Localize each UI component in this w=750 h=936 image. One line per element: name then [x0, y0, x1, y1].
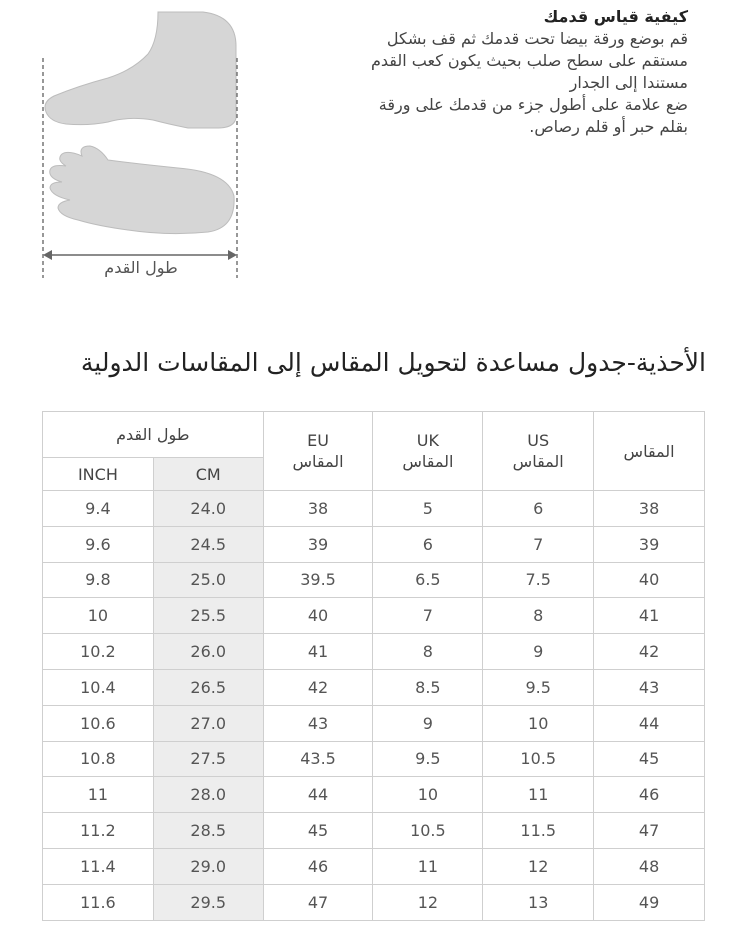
size-cell: 43	[594, 669, 705, 705]
us-cell: 9.5	[483, 669, 594, 705]
table-row	[43, 848, 705, 884]
cm-cell: 29.0	[153, 848, 263, 884]
inch-cell: 9.8	[43, 562, 154, 598]
eu-cell: 43	[263, 705, 373, 741]
cm-cell: 24.0	[153, 491, 263, 527]
cm-cell: 26.5	[153, 669, 263, 705]
uk-cell: 9	[373, 705, 483, 741]
foot-side-view-icon	[45, 12, 236, 128]
cm-cell: 29.5	[153, 884, 263, 920]
size-cell: 45	[594, 741, 705, 777]
size-chart-title: الأحذية-جدول مساعدة لتحويل المقاس إلى المقاسات الدولية	[80, 348, 706, 377]
size-cell: 47	[594, 813, 705, 849]
uk-cell: 8.5	[373, 669, 483, 705]
us-cell: 10.5	[483, 741, 594, 777]
size-cell: 40	[594, 562, 705, 598]
size-cell: 38	[594, 491, 705, 527]
us-cell: 10	[483, 705, 594, 741]
inch-cell: 11.2	[43, 813, 154, 849]
table-row	[43, 669, 705, 705]
instruction-line: بقلم حبر أو قلم رصاص.	[529, 117, 688, 136]
eu-cell: 47	[263, 884, 373, 920]
eu-cell: 39.5	[263, 562, 373, 598]
uk-cell: 8	[373, 634, 483, 670]
us-cell: 12	[483, 848, 594, 884]
table-row	[43, 491, 705, 527]
table-row	[43, 813, 705, 849]
uk-cell: 6.5	[373, 562, 483, 598]
us-cell: 11.5	[483, 813, 594, 849]
table-row	[43, 777, 705, 813]
cm-cell: 25.0	[153, 562, 263, 598]
uk-cell: 9.5	[373, 741, 483, 777]
us-cell: 6	[483, 491, 594, 527]
size-conversion-table	[42, 411, 705, 921]
table-row	[43, 741, 705, 777]
eu-cell: 41	[263, 634, 373, 670]
eu-cell: 44	[263, 777, 373, 813]
eu-cell: 43.5	[263, 741, 373, 777]
us-cell: 9	[483, 634, 594, 670]
inch-cell: 11.4	[43, 848, 154, 884]
foot-length-label: طول القدم	[104, 258, 178, 277]
uk-size-header	[373, 412, 483, 491]
size-header: المقاس	[594, 412, 705, 491]
inch-cell: 11	[43, 777, 154, 813]
foot-top-view-icon	[50, 146, 234, 234]
size-cell: 49	[594, 884, 705, 920]
table-row	[43, 884, 705, 920]
inch-cell: 10.6	[43, 705, 154, 741]
size-cell: 44	[594, 705, 705, 741]
size-table-body	[43, 491, 705, 921]
inch-header: INCH	[43, 458, 154, 491]
table-row	[43, 526, 705, 562]
uk-cell: 10.5	[373, 813, 483, 849]
instruction-line: قم بوضع ورقة بيضا تحت قدمك ثم قف بشكل	[386, 29, 688, 48]
us-cell: 11	[483, 777, 594, 813]
eu-code: EU	[307, 431, 329, 450]
measure-instructions	[288, 6, 688, 138]
uk-cell: 10	[373, 777, 483, 813]
cm-cell: 28.5	[153, 813, 263, 849]
eu-cell: 40	[263, 598, 373, 634]
us-cell: 7	[483, 526, 594, 562]
instruction-line: ضع علامة على أطول جزء من قدمك على ورقة	[378, 95, 688, 114]
us-size-header	[483, 412, 594, 491]
eu-cell: 38	[263, 491, 373, 527]
size-cell: 39	[594, 526, 705, 562]
cm-cell: 27.5	[153, 741, 263, 777]
foot-measure-illustration	[38, 6, 248, 286]
foot-length-header: طول القدم	[43, 412, 264, 458]
eu-size-word: المقاس	[292, 452, 344, 471]
us-cell: 7.5	[483, 562, 594, 598]
cm-cell: 24.5	[153, 526, 263, 562]
eu-cell: 39	[263, 526, 373, 562]
inch-cell: 10	[43, 598, 154, 634]
inch-cell: 9.4	[43, 491, 154, 527]
us-cell: 13	[483, 884, 594, 920]
instructions-title: كيفية قياس قدمك	[543, 7, 688, 26]
inch-cell: 11.6	[43, 884, 154, 920]
uk-size-word: المقاس	[402, 452, 454, 471]
inch-cell: 10.4	[43, 669, 154, 705]
us-size-word: المقاس	[512, 452, 564, 471]
size-cell: 42	[594, 634, 705, 670]
us-code: US	[527, 431, 550, 450]
table-row	[43, 562, 705, 598]
uk-cell: 6	[373, 526, 483, 562]
eu-cell: 45	[263, 813, 373, 849]
eu-cell: 46	[263, 848, 373, 884]
table-row	[43, 705, 705, 741]
us-cell: 8	[483, 598, 594, 634]
eu-size-header	[263, 412, 373, 491]
size-cell: 41	[594, 598, 705, 634]
size-cell: 46	[594, 777, 705, 813]
cm-cell: 27.0	[153, 705, 263, 741]
uk-code: UK	[416, 431, 439, 450]
cm-cell: 26.0	[153, 634, 263, 670]
cm-cell: 25.5	[153, 598, 263, 634]
table-row	[43, 598, 705, 634]
uk-cell: 12	[373, 884, 483, 920]
instruction-line: مستندا إلى الجدار	[569, 73, 688, 92]
inch-cell: 9.6	[43, 526, 154, 562]
size-cell: 48	[594, 848, 705, 884]
inch-cell: 10.8	[43, 741, 154, 777]
instruction-line: مستقم على سطح صلب بحيث يكون كعب القدم	[370, 51, 688, 70]
cm-cell: 28.0	[153, 777, 263, 813]
table-row	[43, 634, 705, 670]
eu-cell: 42	[263, 669, 373, 705]
uk-cell: 7	[373, 598, 483, 634]
uk-cell: 11	[373, 848, 483, 884]
inch-cell: 10.2	[43, 634, 154, 670]
uk-cell: 5	[373, 491, 483, 527]
cm-header: CM	[153, 458, 263, 491]
